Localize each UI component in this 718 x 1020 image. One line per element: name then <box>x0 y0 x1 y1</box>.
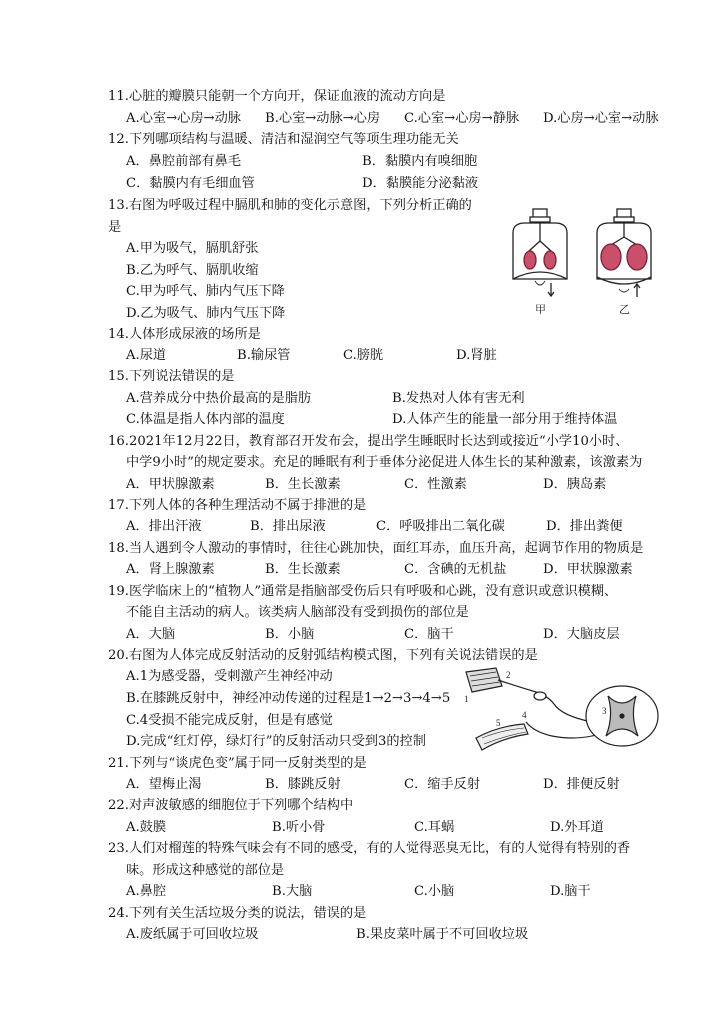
q15-option-c[interactable]: C.体温是指人体内部的温度 <box>126 412 285 427</box>
afferent-nerve <box>498 680 592 722</box>
receptor-skin <box>466 668 502 692</box>
q23-stem-cont: 味。形成这种感觉的部位是 <box>126 863 285 878</box>
q19-stem-cont: 不能自主活动的病人。该类病人脑部没有受到损伤的部位是 <box>126 605 469 620</box>
q19-stem: 19.医学临床上的“植物人”通常是指脑部受伤后只有呼吸和心跳，没有意识或意识模糊、 <box>108 584 618 599</box>
breathing-model-figure <box>505 205 665 323</box>
q22-option-d[interactable]: D.外耳道 <box>550 820 604 835</box>
q15-option-a[interactable]: A.营养成分中热价最高的是脂肪 <box>126 391 312 406</box>
q22-stem: 22.对声波敏感的细胞位于下列哪个结构中 <box>108 798 354 813</box>
q14-option-c[interactable]: C.膀胱 <box>343 348 384 363</box>
effector-muscle <box>476 724 528 750</box>
label-jia: 甲 <box>535 304 546 316</box>
label-yi: 乙 <box>619 304 630 316</box>
q22-option-b[interactable]: B.听小骨 <box>272 820 326 835</box>
q15-option-b[interactable]: B.发热对人体有害无利 <box>392 391 525 406</box>
label-1: 1 <box>464 694 469 704</box>
spinal-cord <box>586 686 658 746</box>
q16-stem: 16.2021年12月22日，教育部召开发布会，提出学生睡眠时长达到或接近“小学10小时、 <box>108 434 629 449</box>
q12-option-c[interactable]: C．黏膜内有毛细血管 <box>126 176 255 191</box>
bell-jar-yi <box>597 209 651 297</box>
q15-option-d[interactable]: D.人体产生的能量一部分用于维持体温 <box>392 412 618 427</box>
q23-option-d[interactable]: D.脑干 <box>550 884 591 899</box>
q19-option-d[interactable]: D．大脑皮层 <box>543 627 620 642</box>
q17-stem: 17.下列人体的各种生理活动不属于排泄的是 <box>108 498 367 513</box>
q18-option-d[interactable]: D．甲状腺激素 <box>543 562 633 577</box>
q12-option-b[interactable]: B．黏膜内有嗅细胞 <box>362 154 478 169</box>
q11-option-a[interactable]: A.心室→心房→动脉 <box>126 111 241 126</box>
q16-option-c[interactable]: C．性激素 <box>404 477 467 492</box>
q18-option-c[interactable]: C．含碘的无机盐 <box>404 562 507 577</box>
q23-option-c[interactable]: C.小脑 <box>414 884 455 899</box>
q14-stem: 14.人体形成尿液的场所是 <box>108 327 261 342</box>
ganglion <box>534 692 546 700</box>
q13-option-b[interactable]: B.乙为呼气、膈肌收缩 <box>126 263 259 278</box>
q21-option-b[interactable]: B．膝跳反射 <box>265 777 341 792</box>
q21-stem: 21.下列与“谈虎色变”属于同一反射类型的是 <box>108 756 367 771</box>
q13-stem-cont: 是 <box>108 220 122 235</box>
q20-stem: 20.右图为人体完成反射活动的反射弧结构模式图，下列有关说法错误的是 <box>108 648 538 663</box>
q24-stem: 24.下列有关生活垃圾分类的说法，错误的是 <box>108 906 367 921</box>
q14-option-a[interactable]: A.尿道 <box>126 348 167 363</box>
q16-stem-cont: 中学9小时”的规定要求。充足的睡眠有利于垂体分泌促进人体生长的某种激素，该激素为 <box>126 455 643 470</box>
q14-option-d[interactable]: D.肾脏 <box>456 348 497 363</box>
q21-option-a[interactable]: A．望梅止渴 <box>126 777 202 792</box>
q20-option-d[interactable]: D.完成“红灯停，绿灯行”的反射活动只受到3的控制 <box>126 734 426 749</box>
label-3: 3 <box>602 706 607 716</box>
q18-stem: 18.当人遇到令人激动的事情时，往往心跳加快，面红耳赤，血压升高，起调节作用的物质是 <box>108 541 644 556</box>
q22-option-a[interactable]: A.鼓膜 <box>126 820 167 835</box>
q15-stem: 15.下列说法错误的是 <box>108 369 235 384</box>
q17-option-d[interactable]: D．排出粪便 <box>546 519 623 534</box>
q13-stem: 13.右图为呼吸过程中膈肌和肺的变化示意图，下列分析正确的 <box>108 198 472 213</box>
q12-stem: 12.下列哪项结构与温暖、清洁和湿润空气等项生理功能无关 <box>108 132 459 147</box>
q18-option-a[interactable]: A．肾上腺激素 <box>126 562 215 577</box>
q19-option-a[interactable]: A．大脑 <box>126 627 176 642</box>
q18-option-b[interactable]: B．生长激素 <box>265 562 341 577</box>
q23-stem: 23.人们对榴莲的特殊气味会有不同的感受，有的人觉得恶臭无比，有的人觉得有特别的香 <box>108 841 631 856</box>
q11-option-c[interactable]: C.心室→心房→静脉 <box>404 111 520 126</box>
q12-option-a[interactable]: A．鼻腔前部有鼻毛 <box>126 154 242 169</box>
label-2: 2 <box>506 670 511 680</box>
q21-option-c[interactable]: C．缩手反射 <box>404 777 481 792</box>
q22-option-c[interactable]: C.耳蜗 <box>414 820 455 835</box>
label-5: 5 <box>496 718 501 728</box>
q13-option-d[interactable]: D.乙为吸气、肺内气压下降 <box>126 306 286 321</box>
q23-option-a[interactable]: A.鼻腔 <box>126 884 167 899</box>
q16-option-d[interactable]: D．胰岛素 <box>543 477 607 492</box>
q12-option-d[interactable]: D．黏膜能分泌黏液 <box>362 176 479 191</box>
q20-option-a[interactable]: A.1为感受器，受刺激产生神经冲动 <box>126 669 333 684</box>
q16-option-b[interactable]: B．生长激素 <box>265 477 341 492</box>
q17-option-a[interactable]: A．排出汗液 <box>126 519 202 534</box>
q20-option-c[interactable]: C.4受损不能完成反射，但是有感觉 <box>126 713 333 728</box>
bell-jar-jia <box>513 209 567 296</box>
q24-option-a[interactable]: A.废纸属于可回收垃圾 <box>126 927 259 942</box>
reflex-arc-figure <box>462 664 667 756</box>
q21-option-d[interactable]: D．排便反射 <box>543 777 620 792</box>
q20-option-b[interactable]: B.在膝跳反射中，神经冲动传递的过程是1→2→3→4→5 <box>126 691 451 706</box>
q13-option-a[interactable]: A.甲为吸气，膈肌舒张 <box>126 241 259 256</box>
q17-option-b[interactable]: B．排出尿液 <box>250 519 326 534</box>
q23-option-b[interactable]: B.大脑 <box>272 884 313 899</box>
q19-option-c[interactable]: C．脑干 <box>404 627 454 642</box>
q16-option-a[interactable]: A．甲状腺激素 <box>126 477 215 492</box>
q19-option-b[interactable]: B．小脑 <box>265 627 315 642</box>
q13-option-c[interactable]: C.甲为呼气、肺内气压下降 <box>126 284 285 299</box>
q14-option-b[interactable]: B.输尿管 <box>237 348 291 363</box>
q11-stem: 11.心脏的瓣膜只能朝一个方向开，保证血液的流动方向是 <box>108 89 446 104</box>
q11-option-b[interactable]: B.心室→动脉→心房 <box>265 111 381 126</box>
label-4: 4 <box>522 710 527 720</box>
q24-option-b[interactable]: B.果皮菜叶属于不可回收垃圾 <box>356 927 529 942</box>
q11-option-d[interactable]: D.心房→心室→动脉 <box>543 111 659 126</box>
q17-option-c[interactable]: C．呼吸排出二氧化碳 <box>376 519 505 534</box>
